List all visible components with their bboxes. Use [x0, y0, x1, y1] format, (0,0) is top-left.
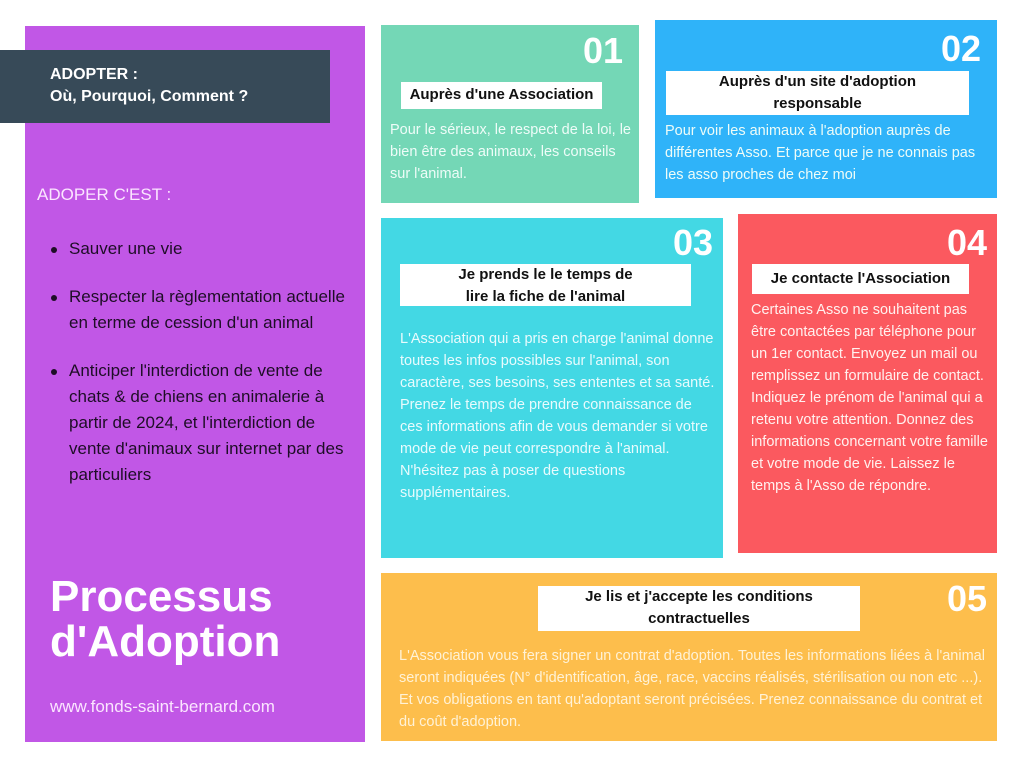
step-card-04 — [738, 214, 997, 553]
step-number: 04 — [946, 222, 987, 263]
step-body: L'Association vous fera signer un contrat d'adoption. Toutes les informations liées à l'animal seront indiquées (N° d'identification, âge, race, vaccins réalisés, stérilisation ou non etc ...). Et vos obligations en tant qu'adoptant seront précisées. Prenez connaissance du contrat et du coût d'adoption. — [399, 648, 985, 730]
page-title: Processus d'Adoption — [50, 572, 281, 666]
step-label: Je lis et j'accepte les conditions contractuelles — [538, 586, 860, 631]
step-card-02 — [655, 20, 997, 198]
step-number: 05 — [946, 578, 987, 619]
step-number: 02 — [940, 28, 981, 69]
step-label: Je contacte l'Association — [752, 264, 969, 294]
step-label: Auprès d'un site d'adoption responsable — [666, 71, 969, 115]
step-body: Pour voir les animaux à l'adoption auprès de différentes Asso. Et parce que je ne connais pas les asso proches de chez moi — [665, 123, 976, 183]
intro-heading: ADOPER C'EST : — [37, 185, 172, 204]
step-body: Pour le sérieux, le respect de la loi, le bien être des animaux, les conseils sur l'animal. — [390, 122, 631, 182]
step-card-01 — [381, 25, 639, 203]
step-number: 03 — [672, 222, 713, 263]
list-item: Anticiper l'interdiction de vente de chats & de chiens en animalerie à partir de 2024, et l'interdiction de vente d'animaux sur internet par des particuliers — [48, 358, 348, 488]
reasons-list — [48, 236, 348, 510]
step-label: Je prends le le temps de lire la fiche de l'animal — [400, 264, 691, 306]
website-link[interactable]: www.fonds-saint-bernard.com — [50, 697, 275, 716]
step-label: Auprès d'une Association — [401, 82, 602, 109]
bullet-icon — [51, 295, 57, 301]
step-number: 01 — [582, 30, 623, 71]
banner-title: ADOPTER : — [50, 66, 138, 83]
step-body: L'Association qui a pris en charge l'animal donne toutes les infos possibles sur l'animal, son caractère, ses besoins, ses ententes et sa santé. Prenez le temps de prendre connaissance de ces informations afin de vous demander si votre mode de vie peut correspondre à l'animal. N'hésitez pas à poser de questions supplémentaires. — [400, 331, 715, 501]
step-body: Certaines Asso ne souhaitent pas être contactées par téléphone pour un 1er contact. Envoyez un mail ou remplissez un formulaire de contact. Indiquez le prénom de l'animal qui a retenu votre attention. Donnez des informations concernant votre famille et votre mode de vie. Laissez le temps à l'Asso de répondre. — [751, 302, 988, 494]
bullet-icon — [51, 369, 57, 375]
list-item: Sauver une vie — [48, 236, 348, 262]
list-item: Respecter la règlementation actuelle en terme de cession d'un animal — [48, 284, 348, 336]
banner-subtitle: Où, Pourquoi, Comment ? — [50, 88, 249, 105]
step-card-05 — [381, 573, 997, 741]
step-card-03 — [381, 218, 723, 558]
header-banner — [0, 50, 330, 123]
bullet-icon — [51, 247, 57, 253]
